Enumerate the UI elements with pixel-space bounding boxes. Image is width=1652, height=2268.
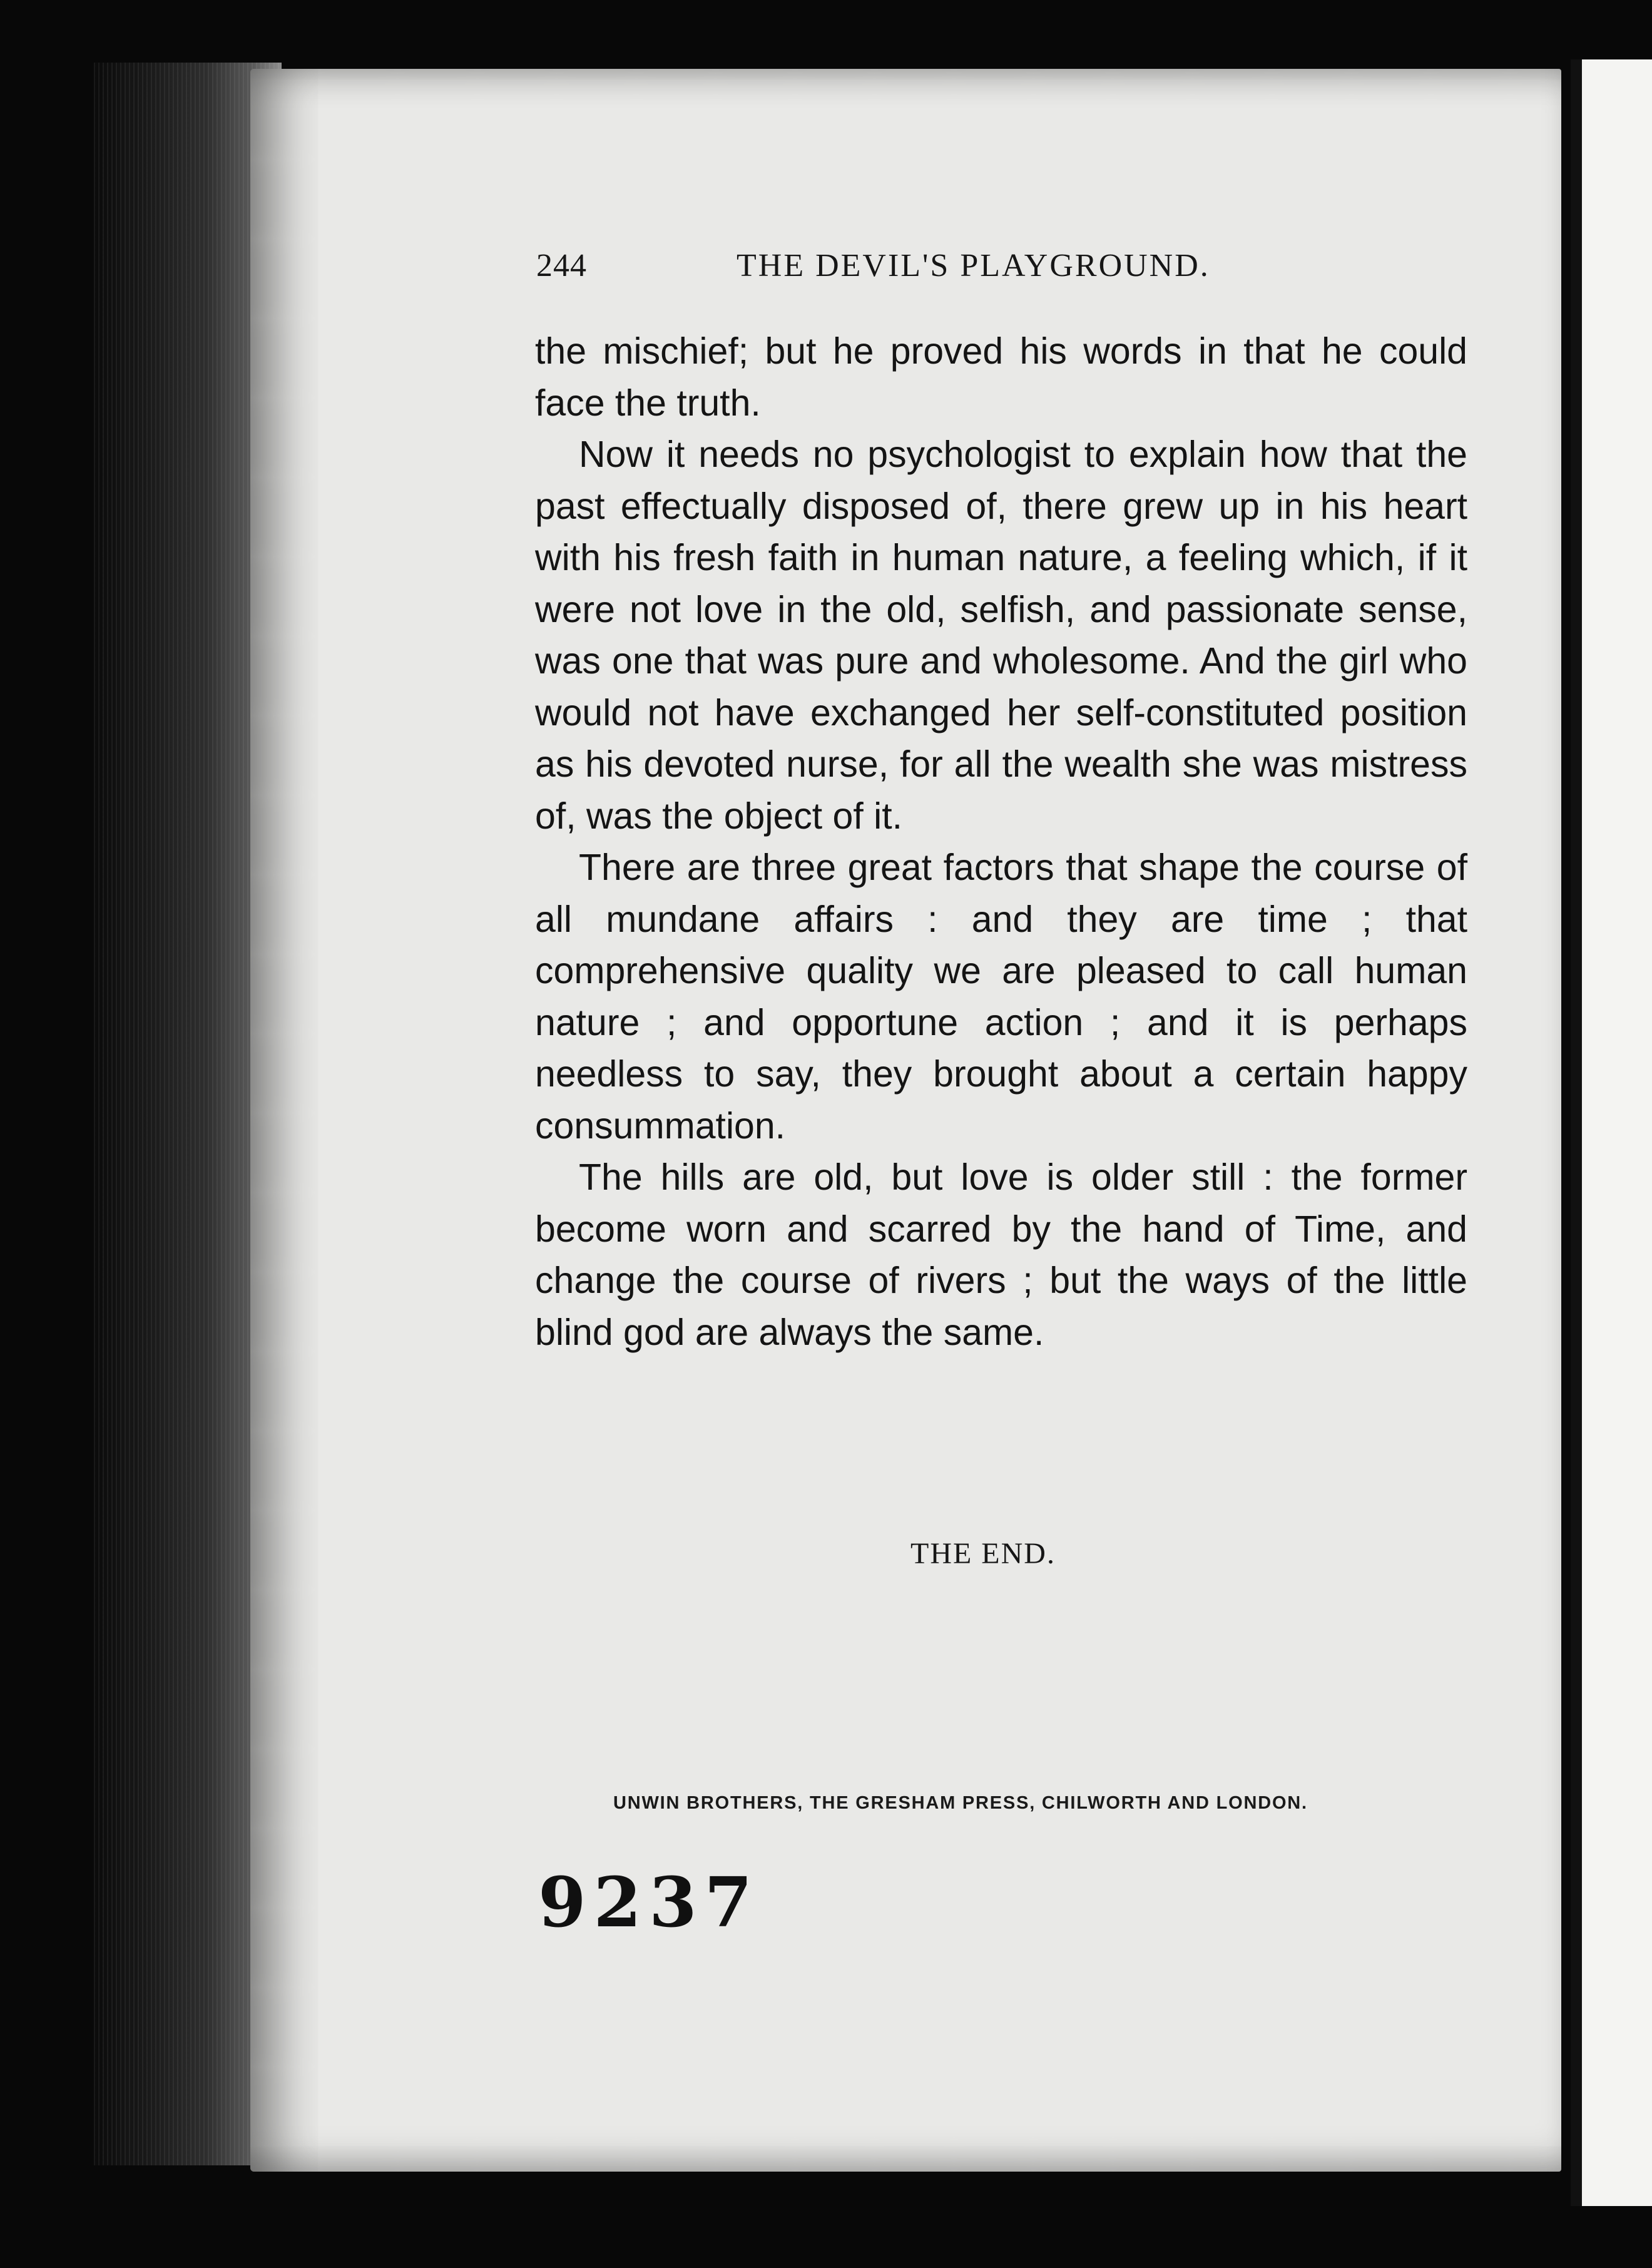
book-title: THE DEVIL'S PLAYGROUND.: [737, 248, 1210, 284]
stamped-number: 9237: [538, 1862, 760, 1943]
running-head: [536, 247, 1287, 291]
page-number: 244: [536, 248, 587, 284]
printer-imprint: UNWIN BROTHERS, THE GRESHAM PRESS, CHILWORTH AND LONDON.: [613, 1793, 1308, 1813]
body-text: [535, 325, 1467, 1358]
paragraph: the mischief; but he proved his words in that he could face the truth.: [535, 330, 1467, 424]
the-end-heading: THE END.: [910, 1537, 1056, 1570]
paragraph: The hills are old, but love is older still : the former become worn and scarred by the hand of Time, and change the course of rivers ; but the ways of the little blind god are always the same.: [535, 1157, 1467, 1353]
paragraph: There are three great factors that shape the course of all mundane affairs : and they are time ; that comprehensive quality we are pleased to call human nature ; and opportune action ; and it is perhaps needless to say, they brought about a certain happy consummation.: [535, 847, 1467, 1147]
paragraph: Now it needs no psychologist to explain how that the past effectually disposed of, there grew up in his heart with his fresh faith in human nature, a feeling which, if it were not love in the old, selfish, and passionate sense, was one that was pure and wholesome. And the girl who would not have exchanged her self-constituted position as his devoted nurse, for all the wealth she was mistress of, was the object of it.: [535, 434, 1467, 837]
facing-page-edge: [1571, 59, 1652, 2206]
